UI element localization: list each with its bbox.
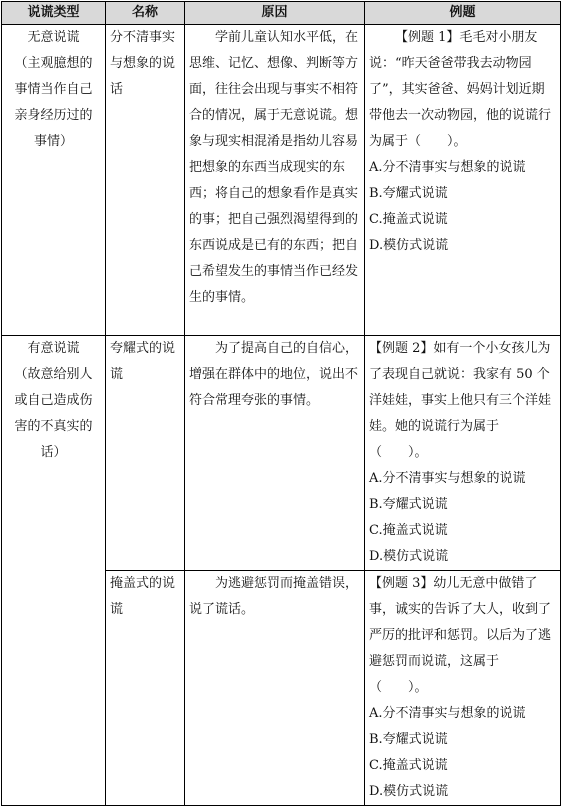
type-line: 事情） xyxy=(33,134,73,149)
option-a: A.分不清事实与想象的说谎 xyxy=(369,160,526,175)
example-cell xyxy=(365,571,561,806)
type-line: （故意给别人 xyxy=(14,367,93,382)
type-line: 事情当作自己 xyxy=(14,82,93,97)
option-d: D.模仿式说谎 xyxy=(369,238,449,253)
table-row xyxy=(2,336,561,571)
table-row xyxy=(2,25,561,336)
type-line: 亲身经历过的 xyxy=(14,108,93,123)
header-type: 说谎类型 xyxy=(2,2,106,25)
type-line: 害的不真实的 xyxy=(14,419,93,434)
example-cell xyxy=(365,336,561,571)
option-c: C.掩盖式说谎 xyxy=(369,758,448,773)
option-a: A.分不清事实与想象的说谎 xyxy=(369,471,526,486)
option-c: C.掩盖式说谎 xyxy=(369,523,448,538)
type-line: 有意说谎 xyxy=(27,341,80,356)
reason-cell: 学前儿童认知水平低，在思维、记忆、想像、判断等方面，往往会出现与事实不相符合的情况，属于无意说谎。想象与现实相混淆是指幼儿容易把想象的东西当成现实的东西；将自己的想象看作是真实的事；把自己强烈渴望得到的东西说成是已有的东西；把自己希望发生的事情当作已经发生的事情。 xyxy=(185,25,365,336)
option-b: B.夸耀式说谎 xyxy=(369,732,448,747)
name-cell: 夸耀式的说谎 xyxy=(106,336,185,571)
option-b: B.夸耀式说谎 xyxy=(369,186,448,201)
example-cell xyxy=(365,25,561,336)
type-line: （主观臆想的 xyxy=(14,56,93,71)
reason-cell: 为逃避惩罚而掩盖错误，说了谎话。 xyxy=(185,571,365,806)
option-d: D.模仿式说谎 xyxy=(369,549,449,564)
question-text: 【例题 1】毛毛对小朋友说：“昨天爸爸带我去动物园了”，其实爸爸、妈妈计划近期带他去一次动物园，他的说谎行为属于（ ）。 xyxy=(369,30,552,149)
type-line: 话） xyxy=(40,445,67,460)
question-text: 【例题 2】如有一个小女孩儿为了表现自己就说：我家有 50 个洋娃娃，事实上他只有三个洋娃娃。她的说谎行为属于（ ）。 xyxy=(369,341,552,460)
lying-types-table xyxy=(1,1,561,806)
type-line: 无意说谎 xyxy=(27,30,80,45)
option-c: C.掩盖式说谎 xyxy=(369,212,448,227)
option-a: A.分不清事实与想象的说谎 xyxy=(369,706,526,721)
header-name: 名称 xyxy=(106,2,185,25)
header-row xyxy=(2,2,561,25)
type-cell xyxy=(2,336,106,806)
type-cell xyxy=(2,25,106,336)
header-example: 例题 xyxy=(365,2,561,25)
type-line: 或自己造成伤 xyxy=(14,393,93,408)
reason-cell: 为了提高自己的自信心，增强在群体中的地位，说出不符合常理夸张的事情。 xyxy=(185,336,365,571)
name-cell: 分不清事实与想象的说话 xyxy=(106,25,185,336)
name-cell: 掩盖式的说谎 xyxy=(106,571,185,806)
question-text: 【例题 3】幼儿无意中做错了事，诚实的告诉了大人，收到了严厉的批评和惩罚。以后为了逃避惩罚而说谎，这属于（ ）。 xyxy=(369,576,552,695)
option-b: B.夸耀式说谎 xyxy=(369,497,448,512)
header-reason: 原因 xyxy=(185,2,365,25)
option-d: D.模仿式说谎 xyxy=(369,784,449,799)
